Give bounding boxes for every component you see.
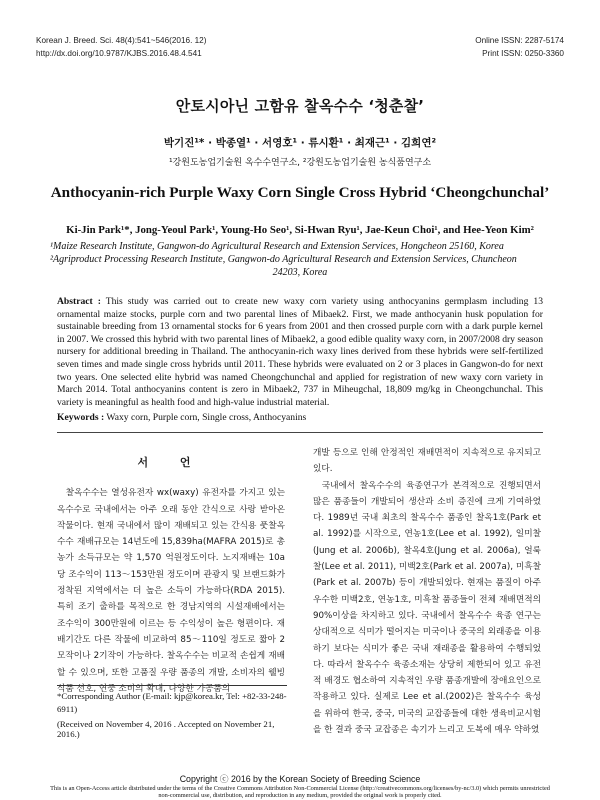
received-dates: (Received on November 4, 2016 . Accepted on November 21, 2016.) [57,719,275,739]
english-authors: Ki-Jin Park¹*, Jong-Yeoul Park¹, Young-Ho Seo¹, Si-Hwan Ryu¹, Jae-Keun Choi¹, and Hee-Yeon Kim² [66,224,534,236]
keywords [57,412,543,423]
abstract-label: Abstract : [57,296,101,307]
intro-paragraph-1-cont: 개발 등으로 인해 안정적인 재배면적이 지속적으로 유지되고 있다. [313,448,541,475]
print-issn: Print ISSN: 0250-3360 [482,49,564,58]
journal-citation: Korean J. Breed. Sci. 48(4):541~546(2016. 12) [36,36,207,45]
doi-link[interactable]: http://dx.doi.org/10.9787/KJBS.2016.48.4.541 [36,49,202,58]
corresponding-author: *Corresponding Author (E-mail: kjp@korea.kr, Tel: +82-33-248-6911) [57,691,287,714]
affiliation-2-cont: 24203, Korea [272,267,328,278]
english-affiliations [50,240,550,279]
left-column [57,448,285,697]
introduction-heading: 서 언 [137,456,205,469]
intro-paragraph-1: 찰옥수수는 열성유전자 wx(waxy) 유전자를 가지고 있는 옥수수로 국내에서는 아주 오래 동안 간식으로 사랑 받아온 작물이다. 현재 국내에서 많이 재배되고 있는 간식용 풋찰옥수수 재배규모는 14년도에 15,839ha(MAFRA 2015)로 총 농가 소득규모는 약 1,570 억원정도이다. 노지재배는 10a당 조수익이 113～153만원 정도이며 관광지 및 브랜드화가 정착된 지역에서는 더 높은 소득이 가능하다(RDA 2015). 특히 조기 출하를 목적으로 한 경남지역의 시설재배에서는 조수익이 300만원에 이르는 등 수익성이 높은 형편이다. 재배기간도 다른 작물에 비교하여 85～110일 정도로 짧아 2모작이나 2기작이 가능하다. 찰옥수수는 비교적 손쉽게 재배할 수 있으며, 또한 고품질 우량 품종의 개발, 소비자의 웰빙식품 선호, 연중 소비의 확대, 다양한 가공품의 [57,488,285,694]
korean-authors: 박기진¹* · 박종열¹ · 서영호¹ · 류시환¹ · 최재근¹ · 김희연² [163,137,437,149]
korean-affiliations: ¹강원도농업기술원 옥수수연구소, ²강원도농업기술원 농식품연구소 [168,158,432,168]
abstract [57,296,543,409]
affiliation-1: ¹Maize Research Institute, Gangwon-do Agricultural Research and Extension Services, Hongcheon 25160, Korea [50,241,504,252]
keywords-text: Waxy corn, Purple corn, Single cross, Anthocyanins [106,412,307,423]
license-notice: This is an Open-Access article distributed under the terms of the Creative Commons Attribution Non-Commercial License (http://creativecommons.org/licenses/by-nc/3.0) which permits unrestricted non-commercial use, distribution, and reproduction in any medium, provided the original work is properly cited. [50,785,550,800]
right-column [313,445,541,738]
footnote-divider [57,685,287,686]
copyright-notice: Copyright ⓒ 2016 by the Korean Society of Breeding Science [179,774,421,784]
english-title: Anthocyanin-rich Purple Waxy Corn Single Cross Hybrid ‘Cheongchunchal’ [50,184,550,201]
online-issn: Online ISSN: 2287-5174 [475,36,564,45]
keywords-label: Keywords : [57,412,105,423]
section-divider [57,432,543,433]
affiliation-2: ²Agriproduct Processing Research Institute, Gangwon-do Agricultural Research and Extension Services, Chuncheon [50,254,517,265]
korean-title: 안토시아닌 고함유 찰옥수수 ‘청춘찰’ [175,97,425,115]
abstract-text: This study was carried out to create new waxy corn variety using anthocyanins germplasm including 13 ornamental maize stocks, purple corn and two parental lines of Mibaek2. First, we made anthocyanin husk population for sustainable breeding from 13 ornamental stocks for 6 years from 2001 and then crossed purple corn with a dark purple kernel in 2007. We crossed this hybrid with two parental lines of Mibaek2, a good edible quality waxy corn, in 2007/2008 dry season nursery for additional breeding in Thailand. The anthocyanin-rich waxy lines derived from these hybrids were self-fertilized seven times and made single cross hybrids until 2011. These hybrids were evaluated on 2 or 3 places in Gangwon-do for next two years. One selected elite hybrid was named Cheongchunchal and applied for registration of new waxy corn variety in March 2014. Total anthocyanins content is zero in Mibaek2, 737 in Miheugchal, 18,809 mg/kg in Cheongchunchal. This variety is meaningful as health food and high-value industrial material. [57,296,543,408]
intro-paragraph-2: 국내에서 찰옥수수의 육종연구가 본격적으로 진행되면서 많은 품종들이 개발되어 생산과 소비 증진에 크게 기여하였다. 1989년 국내 최초의 찰옥수수 품종인 찰옥1호(Park et al. 1992)를 시작으로, 연농1호(Lee et al. 1992), 일미찰(Jung et al. 2006b), 찰옥4호(Jung et al. 2006a), 얼룩찰(Lee et al. 2011), 미백2호(Park et al. 2007a), 미흑찰(Park et al. 2007b) 등이 개발되었다. 현재는 품질이 아주 우수한 미백2호, 연농1호, 미흑찰 품종들이 전체 재배면적의 90%이상을 차지하고 있다. 국내에서 찰옥수수 육종 연구는 상대적으로 식미가 떨어지는 미국이나 중국의 외래종을 이용하기 보다는 식미가 좋은 국내 재래종을 활용하여 수행되었다. 따라서 찰옥수수 육종소재는 상당히 제한되어 있고 유전적 배경도 협소하여 지속적인 우량 품종개발에 장애요인으로 작용하고 있다. 실제로 Lee et al.(2002)은 찰옥수수 육성을 위하여 한국, 중국, 미국의 교잡종들에 대한 생육비교시험을 한 결과 중국 교잡종은 속기가 느리고 도복에 매우 약하였 [313,480,541,736]
